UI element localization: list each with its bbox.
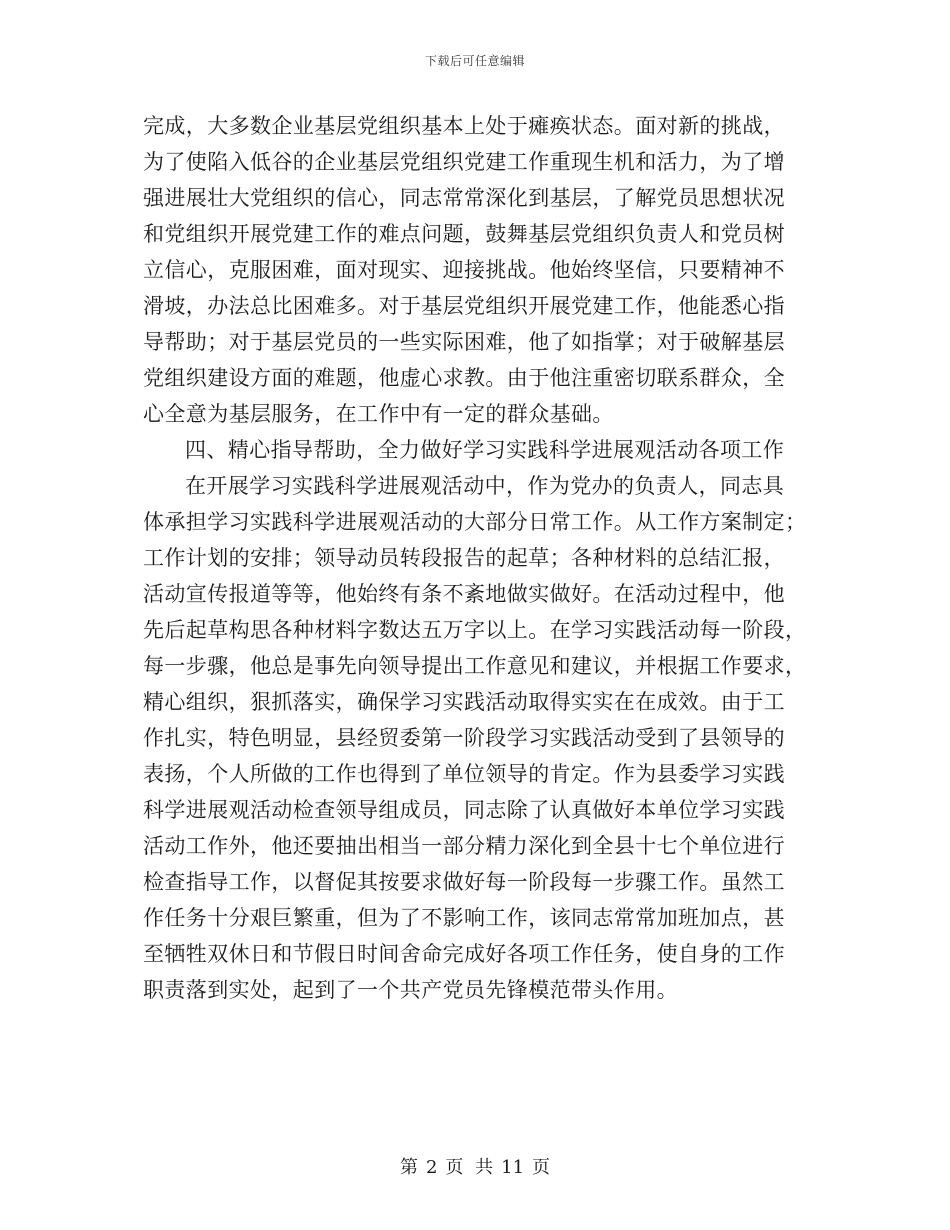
document-body [143, 108, 808, 1008]
text-line: 党组织建设方面的难题，他虚心求教。由于他注重密切联系群众，全 [143, 366, 785, 390]
text-line: 每一步骤，他总是事先向领导提出工作意见和建议，并根据工作要求， [143, 654, 807, 678]
footer-page-number: 2 [425, 1157, 438, 1178]
text-line: 滑坡，办法总比困难多。对于基层党组织开展党建工作，他能悉心指 [143, 294, 785, 318]
footer-suffix: 页 [532, 1157, 551, 1178]
text-line: 为了使陷入低谷的企业基层党组织党建工作重现生机和活力，为了增 [143, 150, 785, 174]
text-line: 心全意为基层服务，在工作中有一定的群众基础。 [143, 402, 614, 426]
text-line: 立信心，克服困难，面对现实、迎接挑战。他始终坚信，只要精神不 [143, 258, 785, 282]
text-line: 表扬，个人所做的工作也得到了单位领导的肯定。作为县委学习实践 [143, 762, 785, 786]
page-header: 下载后可任意编辑 [424, 54, 525, 68]
footer-total-pages: 11 [501, 1157, 525, 1178]
text-line: 完成，大多数企业基层党组织基本上处于瘫痪状态。面对新的挑战， [143, 114, 785, 138]
text-line: 体承担学习实践科学进展观活动的大部分日常工作。从工作方案制定； [143, 510, 807, 534]
text-line: 工作计划的安排；领导动员转段报告的起草；各种材料的总结汇报， [143, 546, 785, 570]
text-line: 和党组织开展党建工作的难点问题，鼓舞基层党组织负责人和党员树 [143, 222, 785, 246]
text-line: 科学进展观活动检查领导组成员，同志除了认真做好本单位学习实践 [143, 798, 785, 822]
text-line: 至牺牲双休日和节假日时间舍命完成好各项工作任务，使自身的工作 [143, 942, 785, 966]
text-line: 活动工作外，他还要抽出相当一部分精力深化到全县十七个单位进行 [143, 834, 785, 858]
page-footer [0, 1153, 950, 1179]
text-line: 检查指导工作，以督促其按要求做好每一阶段每一步骤工作。虽然工 [143, 870, 785, 894]
text-line: 四、精心指导帮助，全力做好学习实践科学进展观活动各项工作 [185, 438, 785, 462]
text-line: 先后起草构思各种材料字数达五万字以上。在学习实践活动每一阶段， [143, 618, 807, 642]
footer-prefix: 第 [399, 1157, 418, 1178]
text-line: 职责落到实处，起到了一个共产党员先锋模范带头作用。 [143, 978, 678, 1002]
footer-middle: 页 共 [445, 1157, 494, 1178]
text-line: 作扎实，特色明显，县经贸委第一阶段学习实践活动受到了县领导的 [143, 726, 785, 750]
text-line: 精心组织，狠抓落实，确保学习实践活动取得实实在在成效。由于工 [143, 690, 785, 714]
text-line: 作任务十分艰巨繁重，但为了不影响工作，该同志常常加班加点，甚 [143, 906, 785, 930]
text-line: 活动宣传报道等等，他始终有条不紊地做实做好。在活动过程中，他 [143, 582, 785, 606]
text-line: 在开展学习实践科学进展观活动中，作为党办的负责人，同志具 [185, 474, 785, 498]
text-line: 导帮助；对于基层党员的一些实际困难，他了如指掌；对于破解基层 [143, 330, 785, 354]
text-line: 强进展壮大党组织的信心，同志常常深化到基层，了解党员思想状况 [143, 186, 785, 210]
